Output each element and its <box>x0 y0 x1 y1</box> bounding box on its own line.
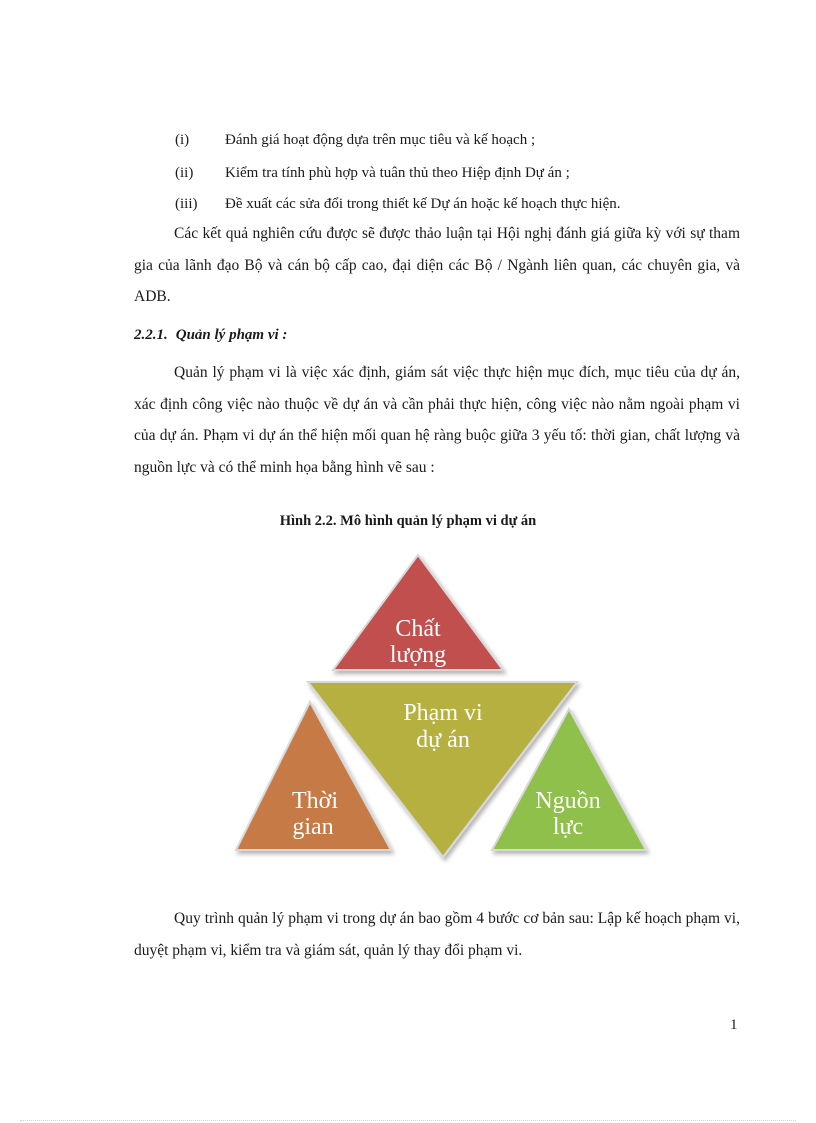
quality-label-line2: lượng <box>389 642 447 668</box>
section-title: Quản lý phạm vi : <box>175 327 288 343</box>
resource-label-line1: Nguồn <box>535 788 601 814</box>
time-label-line2: gian <box>292 814 334 840</box>
paragraph-scope-process-text: Quy trình quản lý phạm vi trong dự án bao gồm 4 bước cơ bản sau: Lập kế hoạch phạm vi, duyệt phạm vi, kiểm tra và giám sát, quản lý thay đổi phạm vi. <box>134 910 740 959</box>
resource-label-line2: lực <box>552 814 584 840</box>
list-item-text: Đề xuất các sửa đổi trong thiết kế Dự án hoặc kế hoạch thực hiện. <box>225 196 621 212</box>
page-number: 1 <box>730 1017 738 1033</box>
paragraph-results-text: Các kết quả nghiên cứu được sẽ được thảo luận tại Hội nghị đánh giá giữa kỳ với sự tham gia của lãnh đạo Bộ và cán bộ cấp cao, đại diện các Bộ / Ngành liên quan, các chuyên gia, và ADB. <box>134 225 740 305</box>
section-heading <box>134 327 287 344</box>
footer-divider <box>20 1120 796 1121</box>
scope-label-line1: Phạm vi <box>403 700 483 726</box>
quality-label-line1: Chất <box>395 616 441 642</box>
list-item-number: (iii) <box>175 196 198 212</box>
scope-triangle-diagram <box>250 552 601 862</box>
list-item-number: (ii) <box>175 165 194 181</box>
paragraph-scope-definition-text: Quản lý phạm vi là việc xác định, giám sát việc thực hiện mục đích, mục tiêu của dự án, xác định công việc nào thuộc về dự án và cần phải thực hiện, công việc nào nằm ngoài phạm vi của dự án. Phạm vi dự án thể hiện mối quan hệ ràng buộc giữa 3 yếu tố: thời gian, chất lượng và nguồn lực và có thể minh họa bằng hình vẽ sau : <box>134 364 740 476</box>
time-label-line1: Thời <box>291 788 339 814</box>
list-item-text: Kiểm tra tính phù hợp và tuân thủ theo Hiệp định Dự án ; <box>225 165 570 181</box>
scope-label-line2: dự án <box>416 727 470 753</box>
figure-caption: Hình 2.2. Mô hình quản lý phạm vi dự án <box>279 513 537 529</box>
list-item-text: Đánh giá hoạt động dựa trên mục tiêu và kế hoạch ; <box>225 132 536 148</box>
section-number: 2.2.1. <box>134 327 168 343</box>
paragraph-results <box>134 218 740 313</box>
paragraph-scope-process <box>134 903 740 966</box>
list-item-number: (i) <box>175 132 190 148</box>
paragraph-scope-definition <box>134 357 740 483</box>
